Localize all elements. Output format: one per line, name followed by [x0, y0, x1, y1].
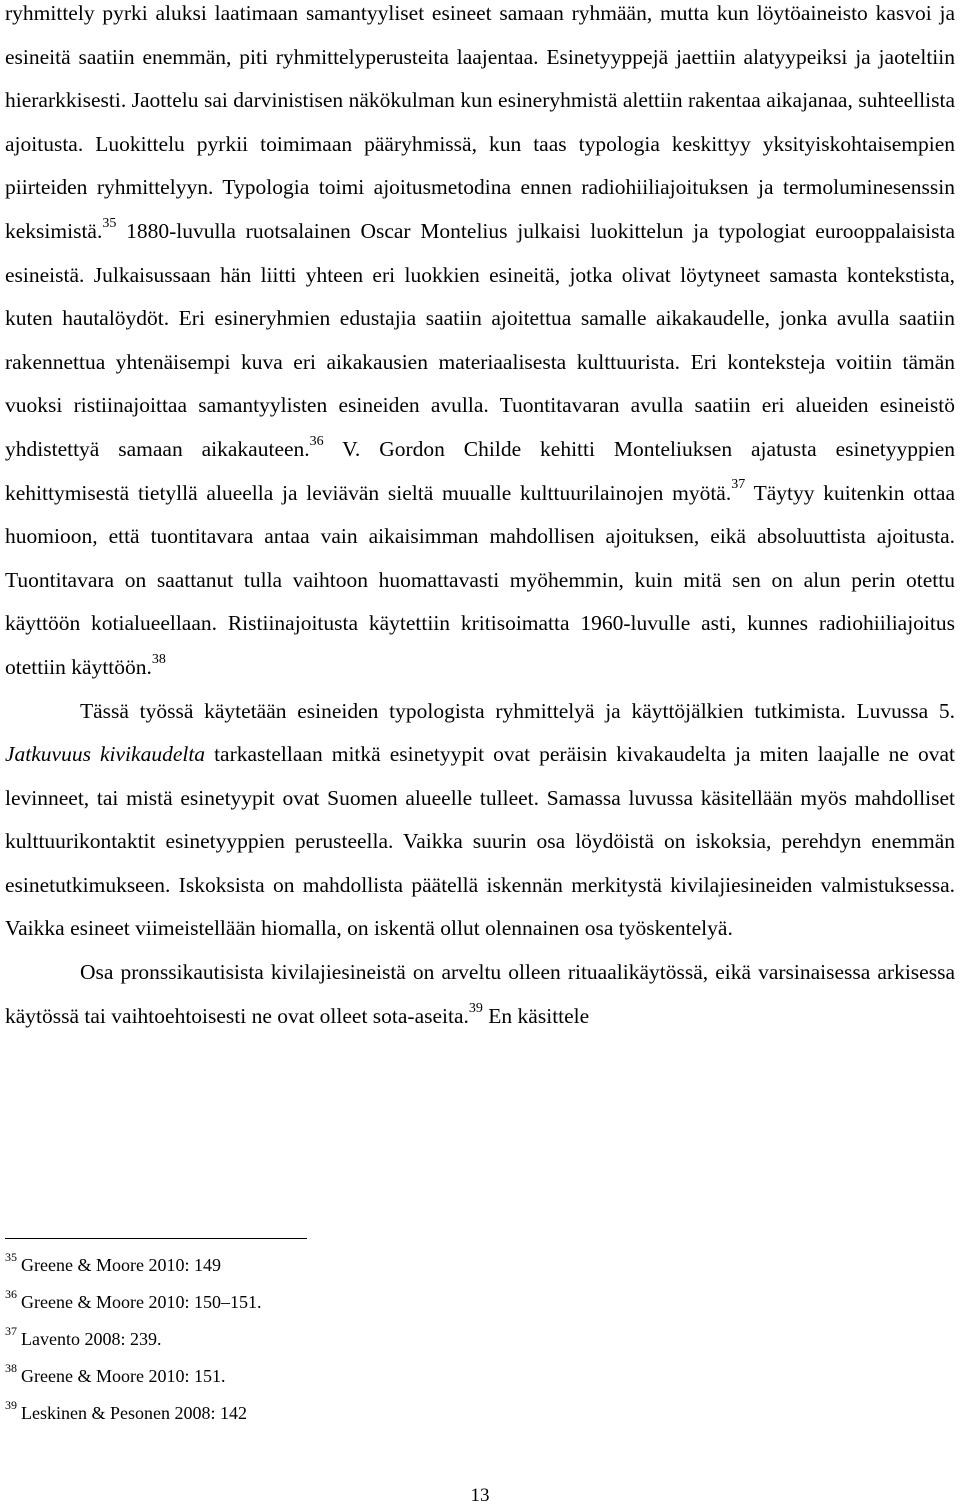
footnote-text: Leskinen & Pesonen 2008: 142 — [21, 1403, 247, 1423]
paragraph-text: Tässä työssä käytetään esineiden typologista ryhmittelyä ja käyttöjälkien tutkimista. Luvussa 5. — [80, 698, 955, 723]
footnote-item — [5, 1247, 955, 1284]
footnote-number: 39 — [5, 1398, 17, 1412]
footnote-divider — [5, 1238, 307, 1239]
paragraph-2 — [5, 690, 955, 952]
paragraph-text: Täytyy kuitenkin ottaa huomioon, että tuontitavara antaa vain aikaisimman mahdollisen ajoituksen, eikä absoluuttista ajoitusta. Tuontitavara on saattanut tulla vaihtoon huomattavasti myöhemmin, kuin mitä sen on alun perin otettu käyttöön kotialueellaan. Ristiinajoitusta käytettiin kritisoimatta 1960-luvulle asti, kunnes radiohiiliajoitus otettiin käyttöön. — [5, 480, 956, 679]
chapter-title-reference: Jatkuvuus kivikaudelta — [5, 742, 206, 767]
footnote-text: Greene & Moore 2010: 150–151. — [21, 1292, 262, 1312]
footnote-item — [5, 1395, 955, 1432]
footnote-reference: 35 — [102, 215, 117, 231]
paragraph-text: V. Gordon Childe kehitti Monteliuksen ajatusta esinetyyppien kehittymisestä tietyllä alueella ja leviävän sieltä muualle kulttuurilainojen myötä. — [5, 436, 955, 505]
paragraph-1 — [5, 0, 955, 690]
paragraph-text: 1880-luvulla ruotsalainen Oscar Montelius julkaisi luokittelun ja typologiat eurooppalaisista esineistä. Julkaisussaan hän liitti yhteen eri luokkien esineitä, jotka olivat löytyneet samasta kontekstista, kuten hautalöydöt. Eri esineryhmien edustajia saatiin ajoitettua samalle aikakaudelle, jonka avulla saatiin rakennettua yhtenäisempi kuva eri aikakausien materiaalisesta kulttuurista. Eri konteksteja voitiin tämän vuoksi ristiinajoittaa samantyylisten esineiden avulla. Tuontitavaran avulla saatiin eri alueiden esineistö yhdistettyä samaan aikakauteen. — [5, 218, 955, 461]
footnote-number: 36 — [5, 1287, 17, 1301]
footnote-item — [5, 1358, 955, 1395]
paragraph-text: En käsittele — [482, 1003, 590, 1028]
body-text — [5, 0, 955, 1038]
footnotes-list — [5, 1247, 955, 1432]
paragraph-text: tarkastellaan mitkä esinetyypit ovat peräisin kivakaudelta ja miten laajalle ne ovat levinneet, tai mistä esinetyypit ovat Suomen alueelle tulleet. Samassa luvussa käsitellään myös mahdolliset kulttuurikontaktit esinetyyppien perusteella. Vaikka suurin osa löydöistä on iskoksia, perehdyn enemmän esinetutkimukseen. Iskoksista on mahdollista päätellä iskennän merkitystä kivilajiesineiden valmistuksessa. Vaikka esineet viimeistellään hiomalla, on iskentä ollut olennainen osa työskentelyä. — [5, 742, 955, 941]
footnote-number: 38 — [5, 1361, 17, 1375]
document-page — [5, 0, 955, 1038]
footnote-number: 37 — [5, 1324, 17, 1338]
footnote-text: Greene & Moore 2010: 149 — [21, 1255, 221, 1275]
footnote-item — [5, 1321, 955, 1358]
footnote-number: 35 — [5, 1250, 17, 1264]
footnote-text: Lavento 2008: 239. — [21, 1329, 162, 1349]
footnote-item — [5, 1284, 955, 1321]
footnote-reference: 38 — [151, 651, 166, 667]
footnote-reference: 37 — [731, 477, 746, 493]
page-number: 13 — [470, 1485, 490, 1506]
paragraph-3 — [5, 951, 955, 1038]
footnote-reference: 36 — [309, 433, 324, 449]
paragraph-text: Osa pronssikautisista kivilajiesineistä on arveltu olleen rituaalikäytössä, eikä varsinaisessa arkisessa käytössä tai vaihtoehtoisesti ne ovat olleet sota-aseita. — [5, 960, 955, 1028]
footnote-reference: 39 — [468, 1000, 483, 1016]
paragraph-text: ryhmittely pyrki aluksi laatimaan samantyyliset esineet samaan ryhmään, mutta kun löytöaineisto kasvoi ja esineitä saatiin enemmän, piti ryhmittelyperusteita laajentaa. Esinetyyppejä jaettiin alatyypeiksi ja jaoteltiin hierarkkisesti. Jaottelu sai darvinistisen näkökulman kun esineryhmistä alettiin rakentaa aikajanaa, suhteellista ajoitusta. Luokittelu pyrkii toimimaan pääryhmissä, kun taas typologia keskittyy yksityiskohtaisempien piirteiden ryhmittelyyn. Typologia toimi ajoitusmetodina ennen radiohiiliajoituksen ja termoluminesenssin keksimistä. — [5, 1, 955, 243]
footnote-text: Greene & Moore 2010: 151. — [21, 1366, 226, 1386]
